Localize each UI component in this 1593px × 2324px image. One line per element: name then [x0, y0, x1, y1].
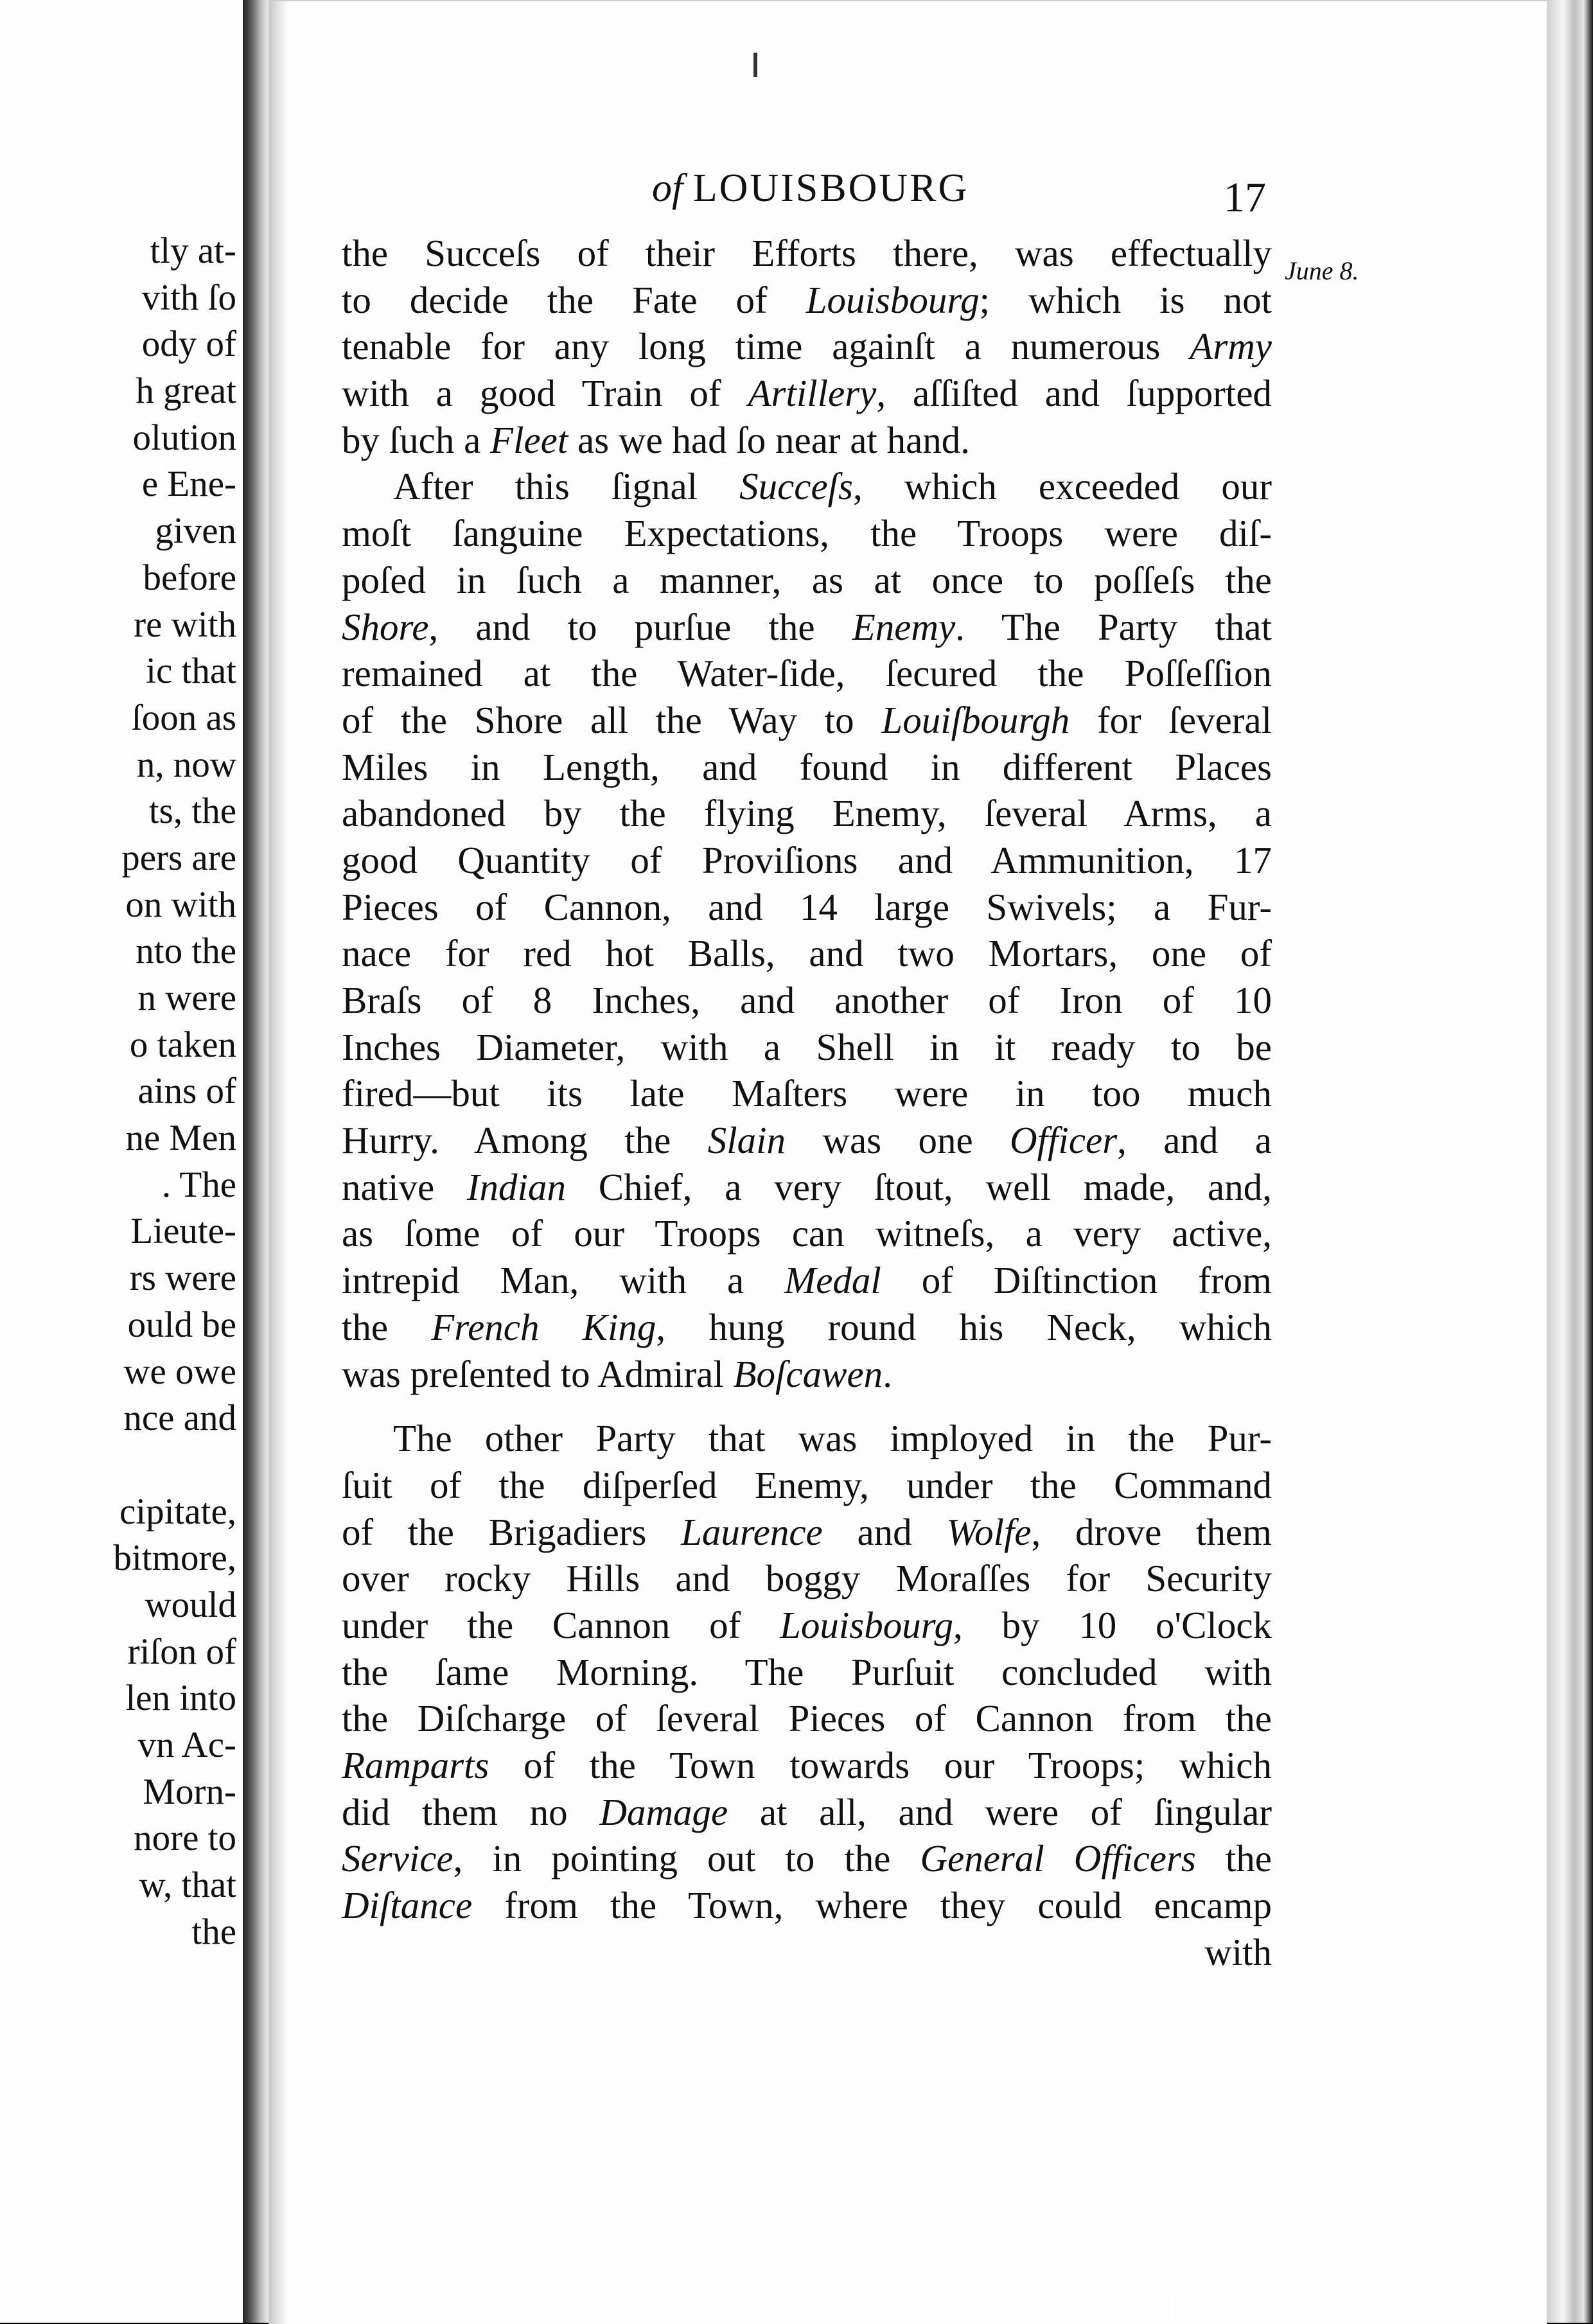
left-page-line: before [143, 557, 236, 598]
left-page-line: ains of [137, 1071, 236, 1112]
left-page-line [113, 1442, 236, 1489]
left-page-text [113, 228, 236, 1955]
text-line: the Succeſs of their Efforts there, was effectually [342, 232, 1272, 274]
left-page-line: riſon of [127, 1631, 236, 1672]
left-page-line: ts, the [148, 791, 236, 832]
left-page-line: re with [134, 604, 236, 645]
text-line: tenable for any long time againſt a numerous Army [342, 325, 1272, 368]
left-page-line: on with [125, 884, 236, 925]
body-text [342, 230, 1272, 1975]
left-page-line: given [155, 511, 236, 552]
left-page-line: tly at- [150, 231, 236, 271]
left-page-line: Lieute- [130, 1211, 236, 1252]
text-line: After this ſignal Succeſs, which exceeded our [393, 465, 1272, 508]
left-page-line: ſoon as [131, 697, 236, 738]
left-page-line: h great [136, 371, 236, 412]
left-page-line: ne Men [125, 1118, 236, 1159]
left-page-line: e Ene- [141, 464, 236, 505]
left-page-line: nce and [123, 1398, 236, 1439]
running-head-of: of [652, 166, 683, 210]
left-page-line: nto the [136, 931, 236, 972]
text-line: Shore, and to purſue the Enemy. The Party that [342, 605, 1272, 648]
left-page-line: w, that [139, 1865, 236, 1906]
text-line: by ſuch a Fleet as we had ſo near at hand. [342, 418, 971, 461]
left-page-line: Morn- [143, 1771, 236, 1812]
text-line: the Diſcharge of ſeveral Pieces of Cannon from the [342, 1697, 1272, 1740]
text-line: Hurry. Among the Slain was one Officer, and a [342, 1119, 1272, 1162]
text-line: Service, in pointing out to the General Officers the [342, 1837, 1272, 1880]
left-page-line: ody of [141, 324, 236, 365]
text-line: Miles in Length, and found in different Places [342, 745, 1272, 788]
book-gutter [243, 0, 268, 2323]
running-head [652, 166, 969, 211]
text-line: ſuit of the diſperſed Enemy, under the Command [342, 1463, 1272, 1506]
text-line: the ſame Morning. The Purſuit concluded with [342, 1650, 1272, 1693]
text-line: was preſented to Admiral Boſcawen. [342, 1352, 892, 1395]
text-line: Pieces of Cannon, and 14 large Swivels; a Fur- [342, 885, 1272, 928]
left-page-line: we owe [123, 1351, 236, 1392]
text-line: good Quantity of Proviſions and Ammunition, 17 [342, 838, 1272, 881]
left-page-line: len into [125, 1678, 236, 1719]
page-edge [1547, 0, 1593, 2323]
text-line: native Indian Chief, a very ſtout, well made, and, [342, 1165, 1272, 1208]
text-line: poſed in ſuch a manner, as at once to poſſeſs the [342, 558, 1272, 601]
running-head-title: LOUISBOURG [692, 166, 969, 210]
text-line: as ſome of our Troops can witneſs, a very active, [342, 1212, 1272, 1255]
left-page-line: ould be [127, 1304, 236, 1345]
text-line: with a good Train of Artillery, aſſiſted and ſupported [342, 372, 1272, 415]
text-line: moſt ſanguine Expectations, the Troops were diſ- [342, 512, 1272, 555]
left-page-line: ic that [146, 651, 236, 692]
footer-mark [1170, 2291, 1174, 2323]
left-page-line: olution [132, 417, 236, 458]
text-line: Braſs of 8 Inches, and another of Iron of 10 [342, 979, 1272, 1021]
left-page-line: vith ſo [141, 277, 236, 318]
text-line: of the Shore all the Way to Louiſbourgh for ſeveral [342, 698, 1272, 741]
text-line: Inches Diameter, with a Shell in it ready to be [342, 1025, 1272, 1068]
left-page-line: bitmore, [113, 1538, 236, 1579]
left-page-line: n were [137, 978, 236, 1018]
text-line: to decide the Fate of Louisbourg; which is not [342, 278, 1272, 321]
text-line: nace for red hot Balls, and two Mortars, one of [342, 932, 1272, 975]
text-line: The other Party that was imployed in the Pur- [393, 1417, 1272, 1460]
left-page-line: pers are [121, 837, 236, 878]
text-line: under the Cannon of Louisbourg, by 10 o'Clock [342, 1603, 1272, 1646]
header-mark [753, 53, 757, 77]
left-page-line: would [145, 1584, 236, 1625]
margin-note-date: June 8. [1285, 256, 1359, 285]
text-line: the French King, hung round his Neck, which [342, 1305, 1272, 1348]
text-line: over rocky Hills and boggy Moraſſes for Security [342, 1557, 1272, 1600]
text-line: abandoned by the flying Enemy, ſeveral Arms, a [342, 792, 1272, 835]
text-line: Diſtance from the Town, where they could encamp [342, 1884, 1272, 1927]
page-number: 17 [1224, 174, 1266, 221]
left-page-line: o taken [129, 1024, 236, 1065]
left-page-line: n, now [136, 744, 236, 785]
left-page-line: nore to [134, 1818, 236, 1859]
text-line: remained at the Water-ſide, ſecured the Poſſeſſion [342, 652, 1272, 695]
text-line: intrepid Man, with a Medal of Diſtinction from [342, 1259, 1272, 1302]
text-line: did them no Damage at all, and were of ſingular [342, 1790, 1272, 1833]
text-line: fired—but its late Maſters were in too much [342, 1072, 1272, 1115]
text-line: of the Brigadiers Laurence and Wolfe, drove them [342, 1510, 1272, 1553]
left-page-line: the [191, 1911, 236, 1952]
left-page-line: rs were [129, 1258, 236, 1299]
left-page-line: . The [161, 1164, 236, 1205]
text-line: Ramparts of the Town towards our Troops; which [342, 1744, 1272, 1786]
text-line: with [1204, 1930, 1272, 1973]
left-page [0, 0, 243, 2323]
left-page-line: cipitate, [119, 1491, 236, 1532]
left-page-line: vn Ac- [137, 1725, 236, 1765]
